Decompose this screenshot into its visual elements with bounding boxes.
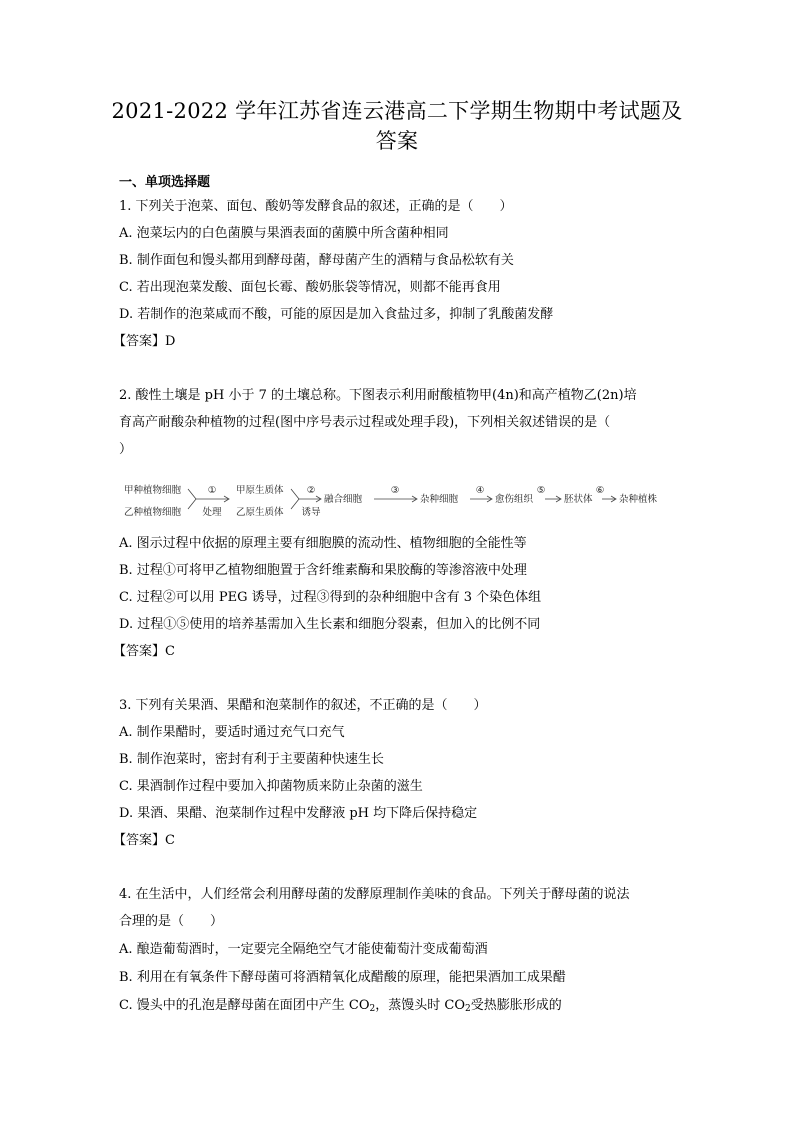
flow-step-2-label: 诱导 [301,507,321,518]
title-line-2: 答案 [375,129,419,153]
q4-option-c-subscript-2: 2 [464,1004,471,1014]
q2-option-b: B. 过程①可将甲乙植物细胞置于含纤维素酶和果胶酶的等渗溶液中处理 [119,563,527,578]
flow-cell-a: 甲种植物细胞 [124,485,182,496]
q4-option-c-text-3: 受热膨胀形成的 [470,998,562,1013]
q1-stem: 1. 下列关于泡菜、面包、酸奶等发酵食品的叙述，正确的是（ ） [119,199,513,214]
q3-option-c: C. 果酒制作过程中要加入抑菌物质来防止杂菌的滋生 [119,779,423,794]
q1-option-d: D. 若制作的泡菜咸而不酸，可能的原因是加入食盐过多，抑制了乳酸菌发酵 [119,307,554,322]
title-line-1: 2021-2022 学年江苏省连云港高二下学期生物期中考试题及 [111,99,683,123]
q3-stem: 3. 下列有关果酒、果醋和泡菜制作的叙述，不正确的是（ ） [119,698,487,713]
q4-option-b: B. 利用在有氧条件下酵母菌可将酒精氧化成醋酸的原理，能把果酒加工成果醋 [119,970,566,985]
flow-hybrid-cell: 杂种细胞 [420,494,459,505]
flow-step-1: ① [207,485,217,496]
flow-hybrid-plant: 杂种植株 [619,494,658,505]
q1-option-c: C. 若出现泡菜发酸、面包长霉、酸奶胀袋等情况，则都不能再食用 [119,280,501,295]
q3-answer: 【答案】C [113,833,175,848]
q4-option-c-text-1: C. 馒头中的孔泡是酵母菌在面团中产生 CO [119,998,370,1013]
q4-option-a: A. 酿造葡萄酒时，一定要完全隔绝空气才能使葡萄汁变成葡萄酒 [119,942,488,957]
flow-bracket-2 [291,489,299,509]
q4-option-c [119,997,562,1015]
section-heading: 一、单项选择题 [119,175,211,190]
q1-option-a: A. 泡菜坛内的白色菌膜与果酒表面的菌膜中所含菌种相同 [119,226,449,241]
flow-fused-cell: 融合细胞 [324,494,363,505]
flow-step-4: ④ [475,485,485,496]
q2-stem-line-2: 育高产耐酸杂种植物的过程(图中序号表示过程或处理手段)，下列相关叙述错误的是（ [119,415,611,430]
q3-option-b: B. 制作泡菜时，密封有利于主要菌种快速生长 [119,752,384,767]
flow-callus: 愈伤组织 [495,494,534,505]
flow-embryoid: 胚状体 [564,494,593,505]
process-flow-diagram [124,478,684,520]
q2-answer: 【答案】C [113,644,175,659]
q3-option-d: D. 果酒、果醋、泡菜制作过程中发酵液 pH 均下降后保持稳定 [119,806,478,821]
q1-option-b: B. 制作面包和馒头都用到酵母菌，酵母菌产生的酒精与食品松软有关 [119,253,514,268]
q2-option-a: A. 图示过程中依据的原理主要有细胞膜的流动性、植物细胞的全能性等 [119,536,527,551]
flow-step-1-label: 处理 [202,507,222,518]
flow-step-2: ② [306,485,316,496]
flow-proto-b: 乙原生质体 [236,507,284,518]
flow-step-5: ⑤ [536,485,546,496]
page-title [60,96,734,156]
q3-option-a: A. 制作果醋时，要适时通过充气口充气 [119,725,345,740]
q2-option-c: C. 过程②可以用 PEG 诱导，过程③得到的杂种细胞中含有 3 个染色体组 [119,590,542,605]
q2-option-d: D. 过程①⑤使用的培养基需加入生长素和细胞分裂素，但加入的比例不同 [119,617,541,632]
flow-step-3: ③ [390,485,400,496]
flow-bracket-1 [188,489,196,509]
q2-stem-line-1: 2. 酸性土壤是 pH 小于 7 的土壤总称。下图表示利用耐酸植物甲(4n)和高产植物乙(2n)培 [119,388,637,403]
q4-option-c-subscript-1: 2 [369,1004,376,1014]
q4-stem-line-2: 合理的是（ ） [119,914,224,929]
flow-cell-b: 乙种植物细胞 [124,507,182,518]
q1-answer: 【答案】D [113,334,176,349]
q4-option-c-text-2: ，蒸馒头时 CO [375,998,465,1013]
q4-stem-line-1: 4. 在生活中，人们经常会利用酵母菌的发酵原理制作美味的食品。下列关于酵母菌的说法 [119,887,630,902]
flow-proto-a: 甲原生质体 [236,485,284,496]
q2-stem-line-3: ） [119,442,133,457]
flow-step-6: ⑥ [595,485,605,496]
